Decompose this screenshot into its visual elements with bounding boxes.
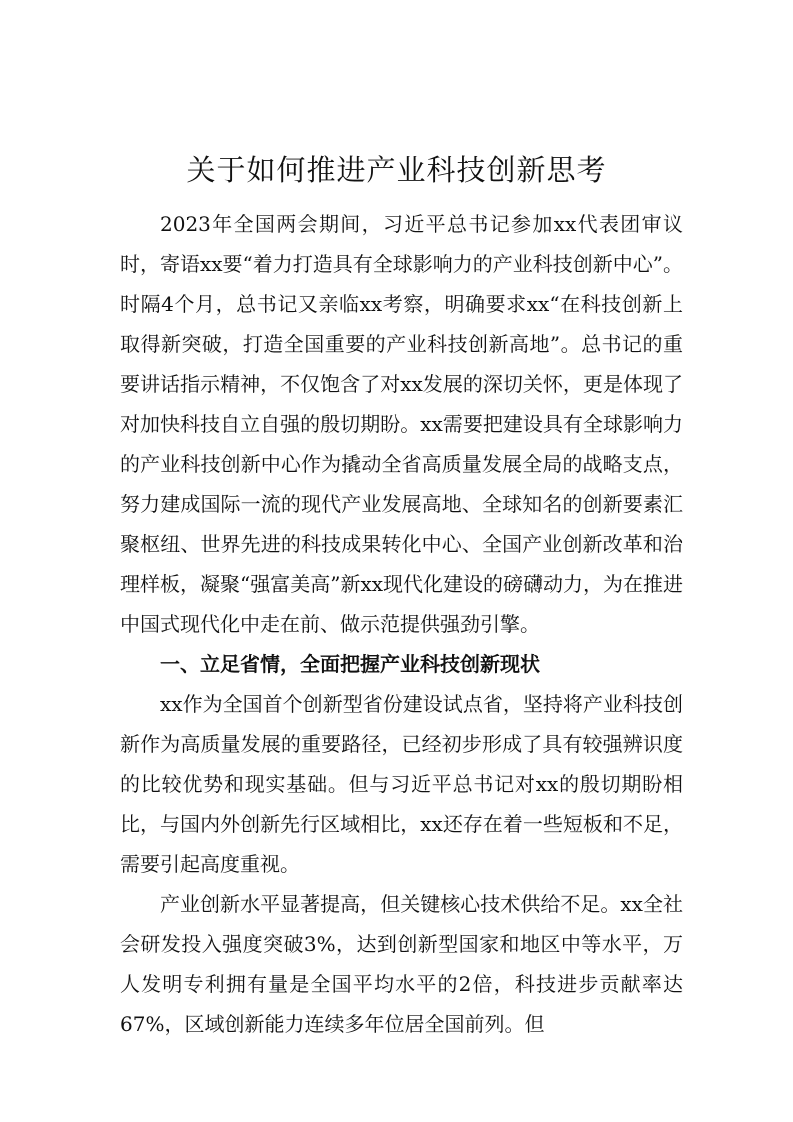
- document-body: [120, 204, 683, 1044]
- paragraph-innovation-level: 产业创新水平显著提高，但关键核心技术供给不足。xx全社会研发投入强度突破3%，达到创新型国家和地区中等水平，万人发明专利拥有量是全国平均水平的2倍，科技进步贡献率达67%，区域创新能力连续多年位居全国前列。但: [120, 892, 683, 1036]
- paragraph-section-1: xx作为全国首个创新型省份建设试点省，坚持将产业科技创新作为高质量发展的重要路径，已经初步形成了具有较强辨识度的比较优势和现实基础。但与习近平总书记对xx的殷切期盼相比，与国内外创新先行区域相比，xx还存在着一些短板和不足，需要引起高度重视。: [120, 692, 683, 876]
- paragraph-intro: 2023年全国两会期间，习近平总书记参加xx代表团审议时，寄语xx要“着力打造具有全球影响力的产业科技创新中心”。时隔4个月，总书记又亲临xx考察，明确要求xx“在科技创新上取得新突破，打造全国重要的产业科技创新高地”。总书记的重要讲话指示精神，不仅饱含了对xx发展的深切关怀，更是体现了对加快科技自立自强的殷切期盼。xx需要把建设具有全球影响力的产业科技创新中心作为撬动全省高质量发展全局的战略支点，努力建成国际一流的现代产业发展高地、全球知名的创新要素汇聚枢纽、世界先进的科技成果转化中心、全国产业创新改革和治理样板，凝聚“强富美高”新xx现代化建设的磅礴动力，为在推进中国式现代化中走在前、做示范提供强劲引擎。: [120, 212, 684, 636]
- section-heading-1: 一、立足省情，全面把握产业科技创新现状: [160, 652, 540, 676]
- document-title: 关于如何推进产业科技创新思考: [186, 153, 607, 187]
